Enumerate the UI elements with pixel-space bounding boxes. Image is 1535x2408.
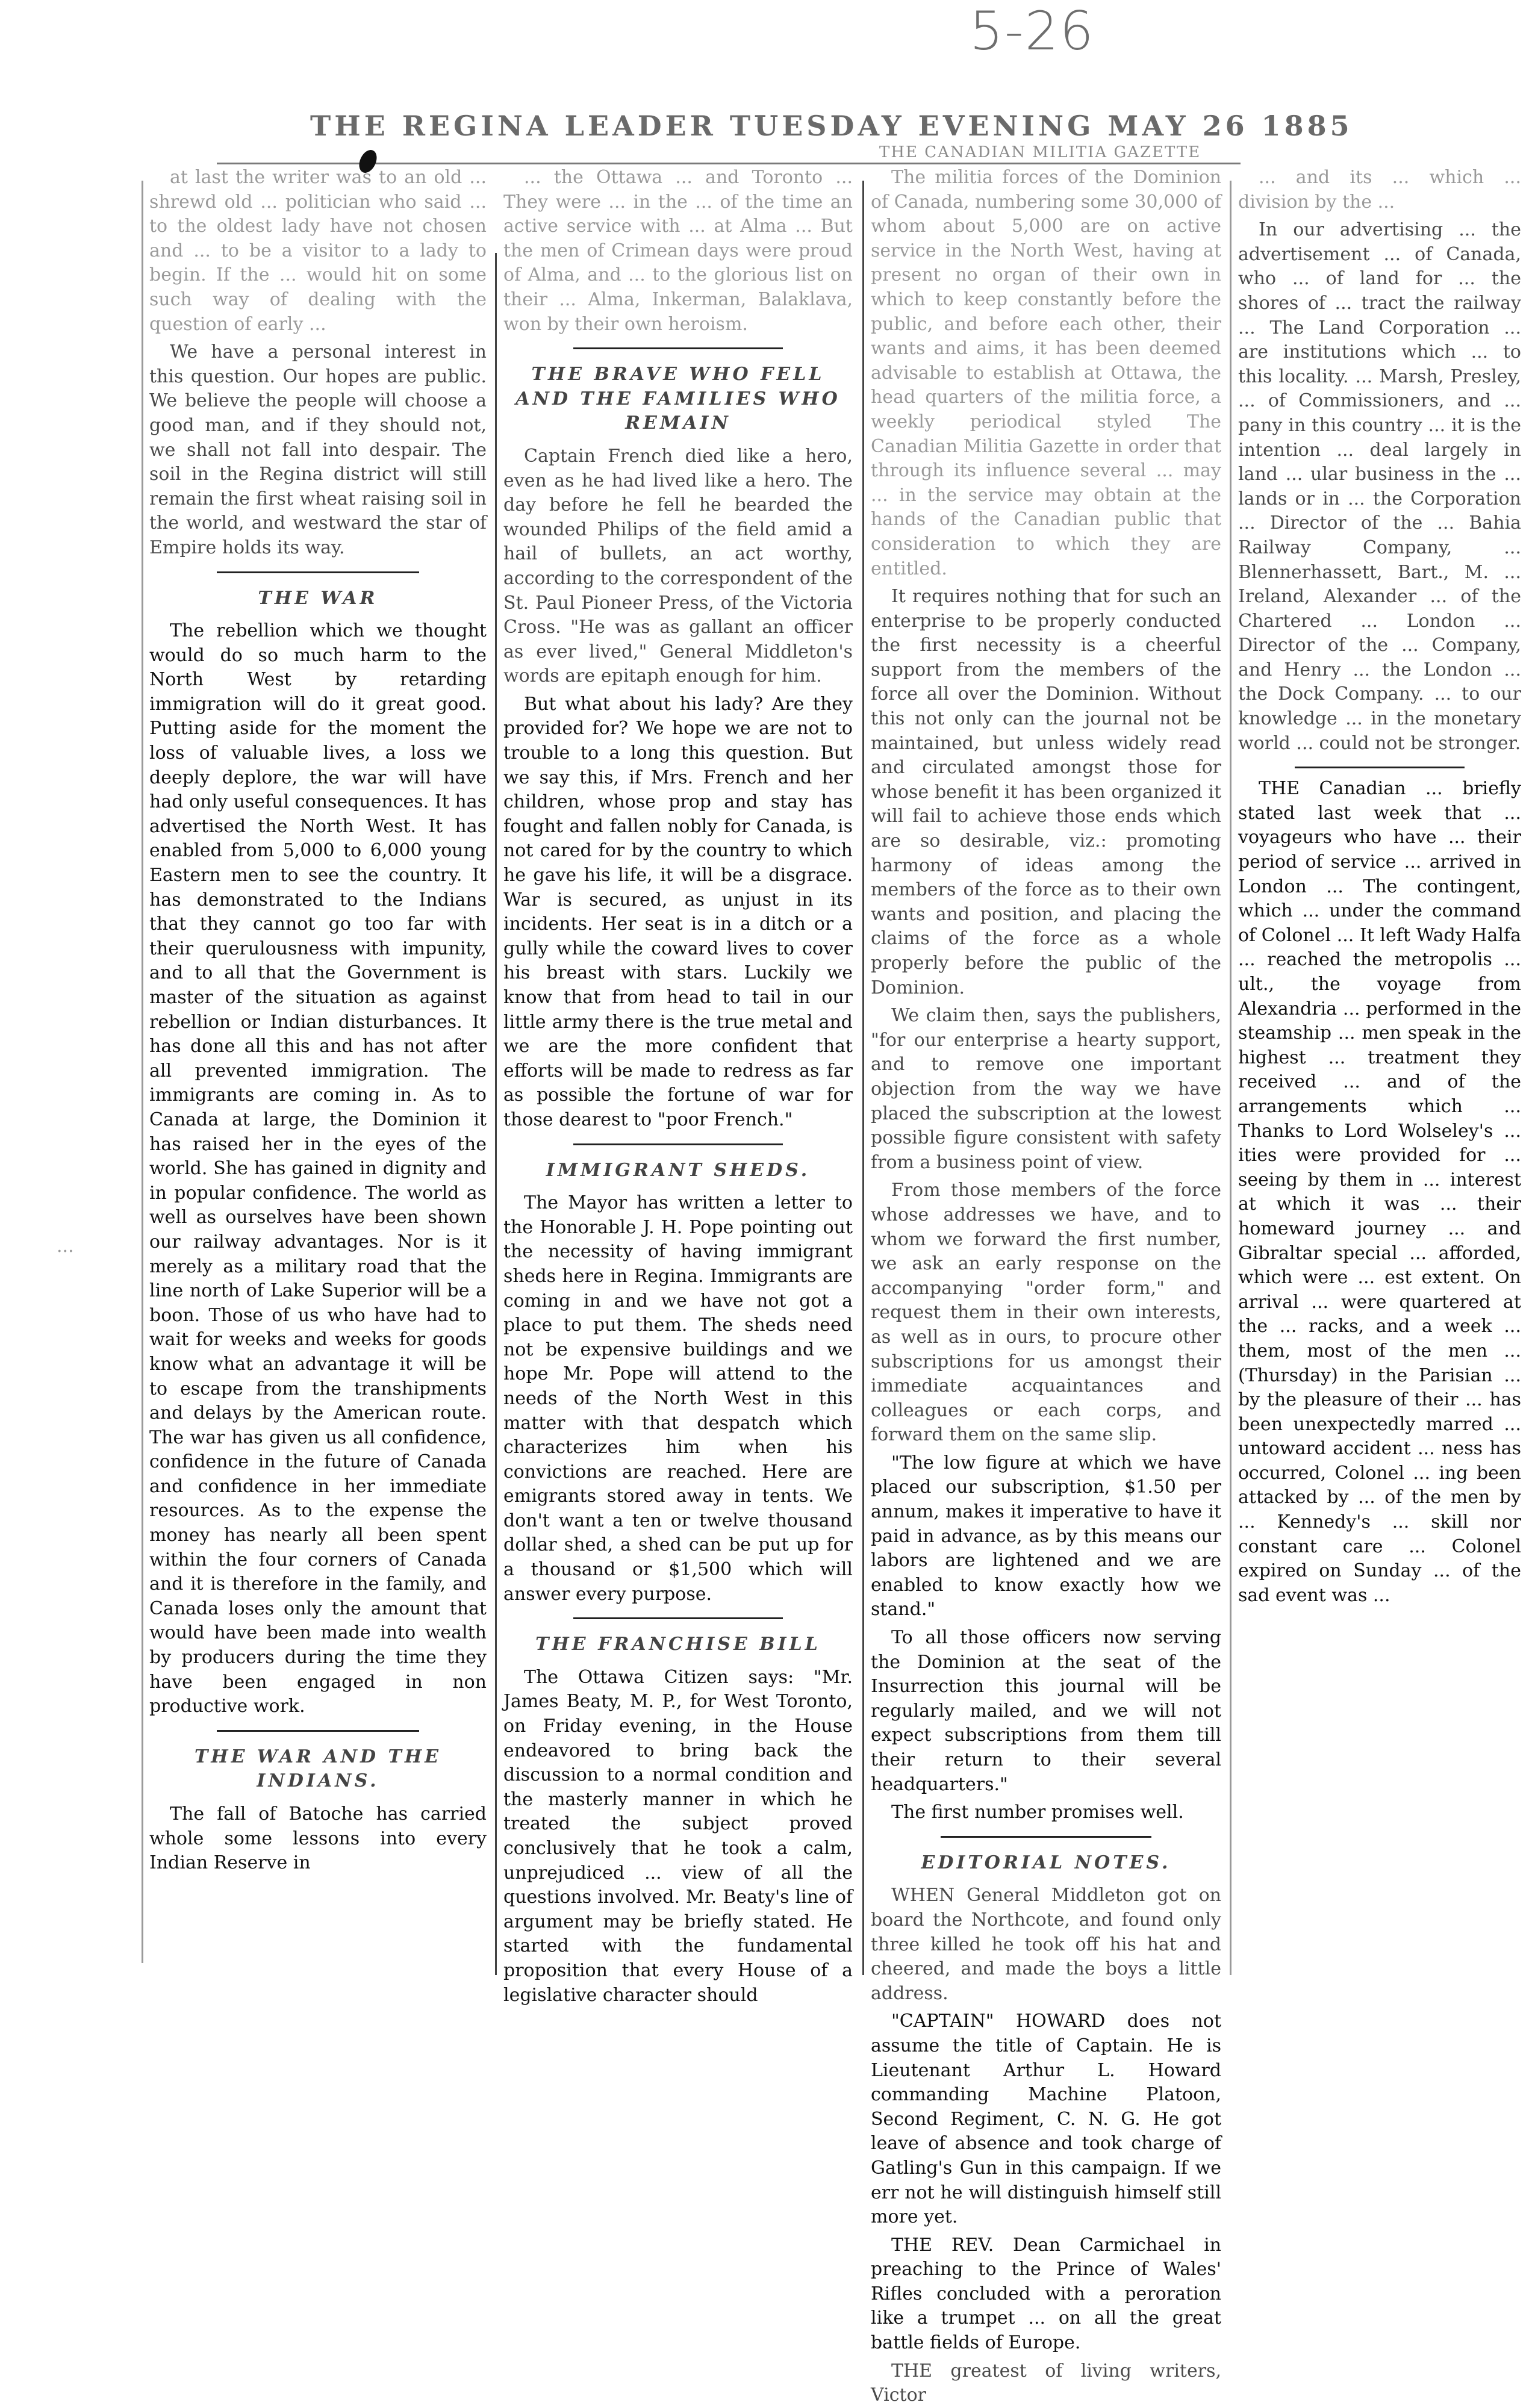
section-rule — [217, 571, 419, 573]
masthead-subtitle: THE CANADIAN MILITIA GAZETTE — [879, 143, 1201, 161]
indians-heading: THE WAR AND THE INDIANS. — [194, 1746, 442, 1792]
column-divider-4 — [1230, 181, 1231, 1975]
section-rule — [1295, 767, 1465, 768]
war-heading: THE WAR — [258, 587, 378, 609]
col3-paragraph: It requires nothing that for such an enterprise to be properly conducted the first necessity is a cheerful support from the members of the force all over the Dominion. Without this not only can the journal not be maintained, but unless widely read and circulated amongst those for whose benefit it has been organized it will fail to achieve those ends which are so desirable, viz.: promoting harmony of ideas among the members of the force as to their own wants and position, and placing the claims of the force as a whole properly before the public of the Dominion. — [871, 586, 1221, 998]
brave-paragraph: Captain French died like a hero, even as he had lived like a hero. The day before he fell he bearded the wounded Philips of the field amid a hail of bullets, an act worthy, according to the correspondent of the St. Paul Pioneer Press, of the Victoria Cross. "He was as gallant an officer as ever lived," General Middleton's words are epitaph enough for him. — [503, 445, 853, 687]
col3-paragraph: The militia forces of the Dominion of Canada, numbering some 30,000 of whom about 5,000 are on active service in the North West, having at present no organ of their own in which to keep constantly before the public, and before each other, their wants and aims, it has been deemed advisable to establish at Ottawa, the head quarters of the militia force, a weekly periodical styled The Canadian Militia Gazette in order that through its influence several ... may ... in the service may obtain at the hands of the Canadian public that consideration to which they are entitled. — [871, 167, 1221, 579]
section-rule — [573, 1143, 783, 1145]
col3-paragraph: To all those officers now serving the Dominion at the seat of the Insurrection this journal will be regularly mailed, and we will not expect subscriptions from them till their return to their several headquarters." — [871, 1627, 1221, 1795]
col4-paragraph: In our advertising ... the advertisement ... of Canada, who ... of land for ... the shores of ... tract the railway ... The Land Corporation ... are institutions which ... to this locality. ... Marsh, Presley, ... of Commissioners, and ... pany in this country ... it is the intention ... deal largely in land ... ular business in the ... lands or in ... the Corporation ... Director of the ... Bahia Railway Company, ... Blennerhassett, Bart., M. ... Ireland, Alexander ... of the Chartered ... London ... Director of the ... Company, and Henry ... the London ... the Dock Company. ... to our knowledge ... in the monetary world ... could not be stronger. — [1238, 219, 1521, 754]
col3-paragraph: From those members of the force whose addresses we have, and to whom we forward the first number, we ask an early response on the accompanying "order form," and request them in their own interests, as well as in ours, to procure other subscriptions for us amongst their immediate acquaintances and colleagues or each corps, and forward them on the same slip. — [871, 1180, 1221, 1446]
section-rule — [941, 1836, 1151, 1838]
column-2 — [503, 166, 853, 2006]
col2-paragraph: ... the Ottawa ... and Toronto ... They were ... in the ... of the time an active service with ... at Alma ... But the men of Crimean days were proud of Alma, and ... to the glorious list on their ... Alma, Inkerman, Balaklava, won by their own heroism. — [503, 167, 853, 335]
column-4 — [1238, 166, 1521, 1978]
column-3 — [871, 166, 1221, 2406]
column-divider-2 — [495, 253, 497, 1975]
notes-paragraph: THE greatest of living writers, Victor — [871, 2360, 1221, 2406]
section-rule — [217, 1730, 419, 1732]
notes-paragraph: WHEN General Middleton got on board the Northcote, and found only three killed he took off his hat and cheered, and made the boys a little address. — [871, 1885, 1221, 2004]
column-divider-3 — [862, 181, 864, 1975]
franchise-heading: THE FRANCHISE BILL — [535, 1634, 821, 1655]
masthead-title: THE REGINA LEADER TUESDAY EVENING MAY 26 1885 — [310, 110, 1353, 142]
column-divider-1 — [142, 181, 143, 1963]
col3-paragraph: We claim then, says the publishers, "for our enterprise a hearty support, and to remove one important objection from the way we have placed the subscription at the lowest possible figure consistent with safety from a business point of view. — [871, 1005, 1221, 1173]
brave-paragraph: But what about his lady? Are they provided for? We hope we are not to trouble to a long this question. But we say this, if Mrs. French and her children, whose prop and stay has fought and fallen nobly for Canada, is not cared for by the country to which he gave his life, it will be a disgrace. War is secured, as unjust in its incidents. Her seat is in a ditch or a gully while the coward lives to cover his breast with stars. Luckily we know that from head to tail in our little army there is the true metal and we are the more confident that efforts will be made to redress as far as possible the fortune of war for those dearest to "poor French." — [503, 693, 853, 1130]
section-rule — [573, 347, 783, 349]
edge-column — [36, 1234, 132, 1263]
col3-paragraph: "The low figure at which we have placed our subscription, $1.50 per annum, makes it imperative to have it paid in advance, as by this means our labors are lightened and we are enabled to know exactly how we stand." — [871, 1452, 1221, 1620]
franchise-paragraph: The Ottawa Citizen says: "Mr. James Beaty, M. P., for West Toronto, on Friday evening, in the House endeavored to bring back the discussion to a normal condition and the masterly manner in which he treated the subject proved conclusively that he took a calm, unprejudiced ... view of all the questions involved. Mr. Beaty's line of argument may be briefly stated. He started with the fundamental proposition that every House of a legislative character should — [503, 1666, 853, 2006]
edge-text: ... — [57, 1236, 74, 1257]
column-1 — [149, 166, 487, 1978]
col1-paragraph: We have a personal interest in this question. Our hopes are public. We believe the people will choose a good man, and if they should not, we shall not fall into despair. The soil in the Regina district will still remain the first wheat raising soil in the world, and westward the star of Empire holds its way. — [149, 341, 487, 558]
section-rule — [573, 1617, 783, 1619]
col4-paragraph: ... and its ... which ... division by the ... — [1238, 167, 1521, 213]
sheds-heading: IMMIGRANT SHEDS. — [546, 1159, 811, 1181]
notes-paragraph: THE REV. Dean Carmichael in preaching to the Prince of Wales' Rifles concluded with a peroration like a trumpet ... on all the great battle fields of Europe. — [871, 2234, 1221, 2354]
war-paragraph: The rebellion which we thought would do so much harm to the North West by retarding immigration will do it great good. Putting aside for the moment the loss of valuable lives, a loss we deeply deplore, the war will have had only useful consequences. It has advertised the North West. It has enabled from 5,000 to 6,000 young Eastern men to see the country. It has demonstrated to the Indians that they cannot go too far with their querulousness with impunity, and to all that the Government is master of the situation as against rebellion or Indian disturbances. It has done all this and has not after all prevented immigration. The immigrants are coming in. As to Canada at large, the Dominion it has raised her in the eyes of the world. She has gained in dignity and in popular confidence. The world as well as ourselves have been shown our railway advantages. Nor is it merely as a military road that the line north of Lake Superior will be a boon. Those of us who have had to wait for weeks and weeks for goods know what an advantage it will be to escape from the transhipments and delays by the American route. The war has given us all confidence, confidence in the future of Canada and confidence in her immediate resources. As to the expense the money has nearly all been spent within the four corners of Canada and it is therefore in the family, and Canada loses only the amount that would have been made into wealth by producers during the time they have been engaged in non productive work. — [149, 620, 487, 1717]
col1-paragraph: at last the writer was to an old ... shrewd old ... politician who said ... to the oldest lady have not chosen and ... to be a visitor to a lady to begin. If the ... would hit on some such way of dealing with the question of early ... — [149, 167, 487, 335]
brave-heading: THE BRAVE WHO FELL AND THE FAMILIES WHO REMAIN — [515, 364, 841, 434]
notes-heading: EDITORIAL NOTES. — [921, 1852, 1171, 1873]
sheds-paragraph: The Mayor has written a letter to the Honorable J. H. Pope pointing out the necessity of having immigrant sheds here in Regina. Immigrants are coming in and we have not got a place to put them. The sheds need not be expensive buildings and we hope Mr. Pope will attend to the needs of the North West in this matter with that despatch which characterizes him when his convictions are reached. Here are emigrants stored away in tents. We don't want a ten or twelve thousand dollar shed, a shed can be put up for a thousand or $1,500 which will answer every purpose. — [503, 1192, 853, 1605]
indians-paragraph: The fall of Batoche has carried whole some lessons into every Indian Reserve in — [149, 1803, 487, 1874]
handwritten-annotation: 5-26 — [970, 0, 1095, 62]
col3-paragraph: The first number promises well. — [891, 1802, 1184, 1823]
col4-paragraph: THE Canadian ... briefly stated last week that ... voyageurs who have ... their period of service ... arrived in London ... The contingent, which ... under the command of Colonel ... It left Wady Halfa ... reached the metropolis ... ult., the voyage from Alexandria ... performed in the steamship ... men speak in the highest ... treatment they received ... and of the arrangements which ... Thanks to Lord Wolseley's ... ities were provided for ... seeing by them in ... interest at which it was ... their homeward journey ... and Gibraltar special ... afforded, which were ... est extent. On arrival ... were quartered at the ... racks, and a week ... them, most of the men ... (Thursday) in the Parisian ... by the pleasure of their ... has been unexpectedly marred ... untoward accident ... ness has occurred, Colonel ... ing been attacked by ... of the men by ... Kennedy's ... skill nor constant care ... Colonel expired on Sunday ... of the sad event was ... — [1238, 778, 1521, 1606]
notes-paragraph: "CAPTAIN" HOWARD does not assume the title of Captain. He is Lieutenant Arthur L. Howard commanding Machine Platoon, Second Regiment, C. N. G. He got leave of absence and took charge of Gatling's Gun in this campaign. If we err not he will distinguish himself still more yet. — [871, 2011, 1221, 2228]
